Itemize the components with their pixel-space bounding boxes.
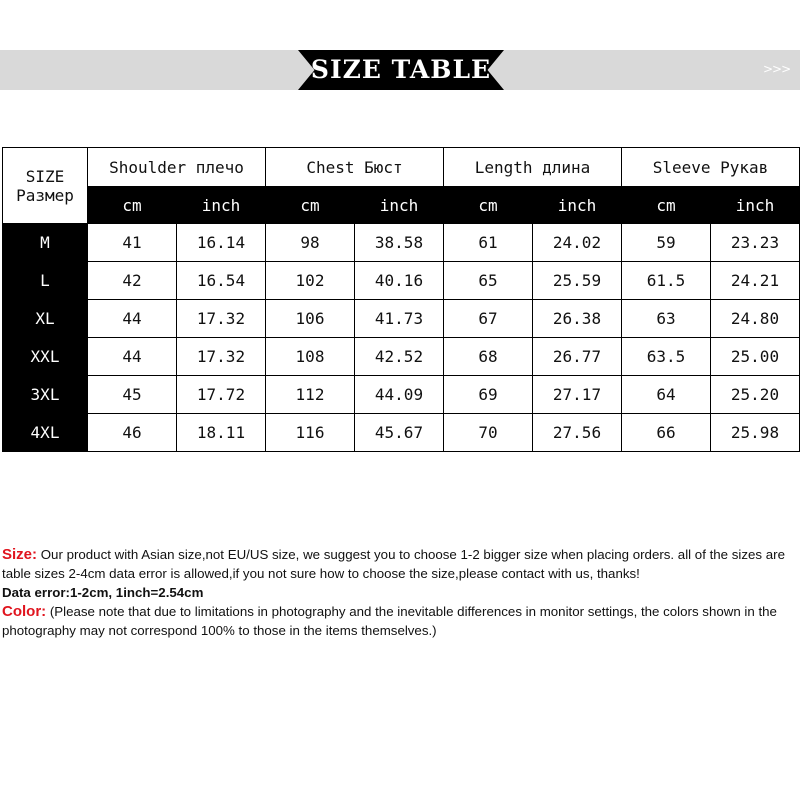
row-size-label: XL <box>3 300 88 338</box>
table-cell: 27.17 <box>533 376 622 414</box>
unit-row <box>3 187 800 224</box>
row-size-label: M <box>3 224 88 262</box>
table-row <box>3 414 800 452</box>
table-cell: 66 <box>622 414 711 452</box>
table-cell: 70 <box>444 414 533 452</box>
table-cell: 61.5 <box>622 262 711 300</box>
table-cell: 24.02 <box>533 224 622 262</box>
table-cell: 18.11 <box>177 414 266 452</box>
table-cell: 63.5 <box>622 338 711 376</box>
table-cell: 45.67 <box>355 414 444 452</box>
table-cell: 17.32 <box>177 338 266 376</box>
row-size-label: L <box>3 262 88 300</box>
color-note-label: Color: <box>2 603 47 620</box>
row-size-label: 3XL <box>3 376 88 414</box>
table-cell: 67 <box>444 300 533 338</box>
table-cell: 44 <box>88 300 177 338</box>
unit-cell: inch <box>177 187 266 224</box>
color-note-text: (Please note that due to limitations in photography and the inevitable differences in monitor settings, the colors shown in the photography may not correspond 100% to those in the items themselves.) <box>2 604 777 638</box>
color-note <box>2 602 798 640</box>
size-notes <box>2 545 798 640</box>
unit-cell: cm <box>444 187 533 224</box>
table-cell: 65 <box>444 262 533 300</box>
header-shoulder: Shoulder плечо <box>88 148 266 187</box>
table-cell: 64 <box>622 376 711 414</box>
header-chest: Chest Бюст <box>266 148 444 187</box>
table-row <box>3 338 800 376</box>
table-cell: 25.20 <box>711 376 800 414</box>
size-column-header <box>3 148 88 224</box>
table-cell: 24.80 <box>711 300 800 338</box>
table-cell: 45 <box>88 376 177 414</box>
size-note-text: Our product with Asian size,not EU/US size, we suggest you to choose 1-2 bigger size when placing orders. all of the sizes are table sizes 2-4cm data error is allowed,if you not sure how to choose the size,please contact with us, thanks! <box>2 547 785 581</box>
table-cell: 68 <box>444 338 533 376</box>
unit-cell: cm <box>622 187 711 224</box>
table-cell: 69 <box>444 376 533 414</box>
table-cell: 44.09 <box>355 376 444 414</box>
data-error-note: Data error:1-2cm, 1inch=2.54cm <box>2 585 204 600</box>
table-cell: 42.52 <box>355 338 444 376</box>
unit-cell: inch <box>355 187 444 224</box>
table-row <box>3 262 800 300</box>
table-cell: 25.98 <box>711 414 800 452</box>
unit-cell: inch <box>533 187 622 224</box>
table-cell: 112 <box>266 376 355 414</box>
size-header-ru: Размер <box>16 185 74 205</box>
table-cell: 108 <box>266 338 355 376</box>
table-cell: 40.16 <box>355 262 444 300</box>
table-row <box>3 300 800 338</box>
size-table <box>2 147 800 452</box>
size-note <box>2 545 798 583</box>
table-cell: 116 <box>266 414 355 452</box>
table-cell: 16.54 <box>177 262 266 300</box>
table-cell: 17.72 <box>177 376 266 414</box>
table-cell: 27.56 <box>533 414 622 452</box>
size-note-label: Size: <box>2 546 38 563</box>
size-table-title: SIZE TABLE <box>310 55 492 84</box>
header-sleeve: Sleeve Рукав <box>622 148 800 187</box>
unit-cell: cm <box>88 187 177 224</box>
table-cell: 59 <box>622 224 711 262</box>
row-size-label: XXL <box>3 338 88 376</box>
chevron-right-icon: >>> <box>763 62 791 76</box>
table-cell: 98 <box>266 224 355 262</box>
table-cell: 63 <box>622 300 711 338</box>
table-cell: 23.23 <box>711 224 800 262</box>
table-row <box>3 376 800 414</box>
row-size-label: 4XL <box>3 414 88 452</box>
table-cell: 25.59 <box>533 262 622 300</box>
table-cell: 44 <box>88 338 177 376</box>
table-cell: 102 <box>266 262 355 300</box>
unit-cell: inch <box>711 187 800 224</box>
table-cell: 26.77 <box>533 338 622 376</box>
table-cell: 42 <box>88 262 177 300</box>
table-cell: 24.21 <box>711 262 800 300</box>
table-cell: 26.38 <box>533 300 622 338</box>
table-cell: 46 <box>88 414 177 452</box>
table-cell: 38.58 <box>355 224 444 262</box>
table-cell: 25.00 <box>711 338 800 376</box>
table-cell: 17.32 <box>177 300 266 338</box>
table-cell: 16.14 <box>177 224 266 262</box>
table-cell: 41.73 <box>355 300 444 338</box>
table-row <box>3 224 800 262</box>
unit-cell: cm <box>266 187 355 224</box>
size-header-en: SIZE <box>25 166 65 186</box>
header-length: Length длина <box>444 148 622 187</box>
table-cell: 41 <box>88 224 177 262</box>
table-cell: 61 <box>444 224 533 262</box>
table-cell: 106 <box>266 300 355 338</box>
